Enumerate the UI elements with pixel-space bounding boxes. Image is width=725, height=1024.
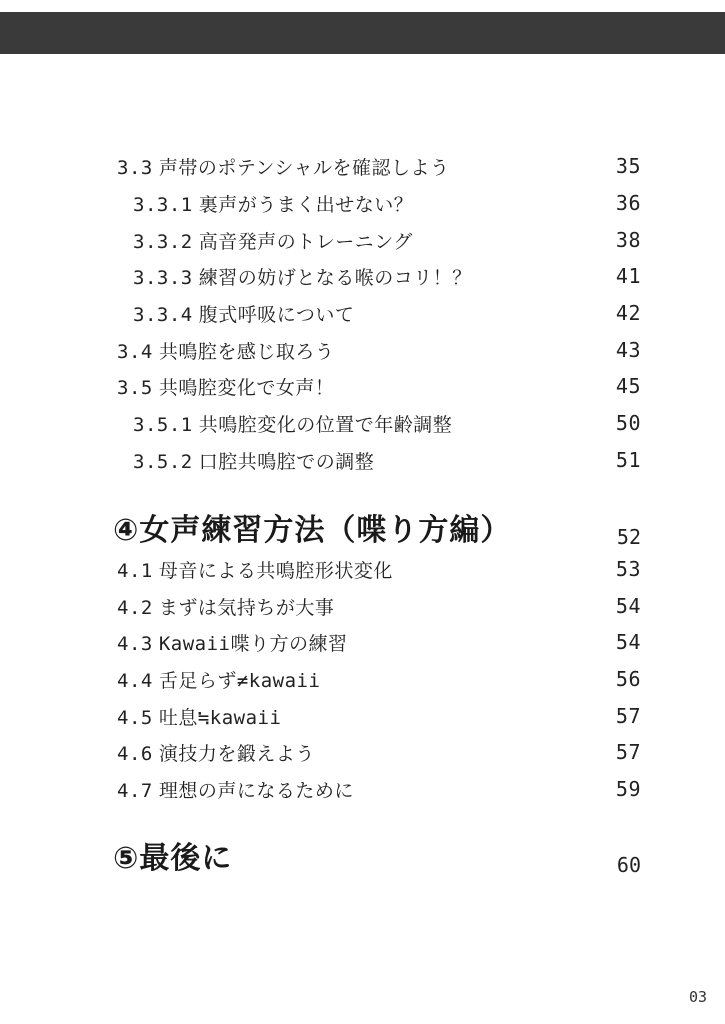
toc-page: 59: [615, 777, 641, 801]
toc-entry[interactable]: [0, 188, 725, 218]
toc-number: 4.3: [117, 632, 153, 655]
toc-entry[interactable]: [0, 627, 725, 657]
chapter-page: 60: [616, 853, 641, 877]
toc-number: 3.5: [117, 376, 153, 399]
toc-entry[interactable]: [0, 774, 725, 804]
chapter-title: ⑤最後に: [113, 841, 233, 876]
page-number: 03: [688, 988, 707, 1006]
toc-entry[interactable]: [0, 298, 725, 328]
toc-number: 3.3.1: [133, 193, 193, 216]
toc-number: 3.5.1: [133, 413, 193, 436]
toc-title: 裏声がうまく出せない？: [198, 193, 414, 216]
toc-entry[interactable]: [0, 151, 725, 181]
toc-title: 理想の声になるために: [158, 779, 354, 802]
toc-page: 36: [615, 191, 641, 215]
toc-title: 演技力を鍛えよう: [158, 742, 315, 765]
toc-page: 50: [615, 411, 641, 435]
toc-title: 高音発声のトレーニング: [198, 230, 413, 253]
toc-number: 4.4: [117, 669, 153, 692]
toc-entry[interactable]: [0, 408, 725, 438]
chapter-page: 52: [616, 525, 641, 549]
toc-page: 41: [615, 264, 641, 288]
toc-number: 3.3.3: [133, 266, 193, 289]
toc-title: 舌足らず≠kawaii: [158, 669, 321, 692]
toc-number: 3.3.4: [133, 303, 193, 326]
toc-page: 45: [615, 374, 641, 398]
toc-page: 56: [615, 667, 641, 691]
toc-title: まずは気持ちが大事: [158, 596, 335, 619]
toc-title: 腹式呼吸について: [198, 303, 355, 326]
toc-page: 57: [615, 740, 641, 764]
toc-number: 3.3.2: [133, 230, 193, 253]
toc-page: 51: [615, 448, 641, 472]
toc-number: 4.7: [117, 779, 153, 802]
chapter-heading[interactable]: [0, 833, 725, 877]
toc-entry[interactable]: [0, 445, 725, 475]
toc-entry[interactable]: [0, 664, 725, 694]
toc-title: 口腔共鳴腔での調整: [198, 450, 375, 473]
toc-title: 母音による共鳴腔形状変化: [158, 559, 393, 582]
toc-title: 練習の妨げとなる喉のコリ！？: [198, 266, 472, 289]
toc-title: 共鳴腔変化の位置で年齢調整: [198, 413, 453, 436]
toc-page: 43: [615, 338, 641, 362]
toc-number: 4.1: [117, 559, 153, 582]
toc-page: 42: [615, 301, 641, 325]
toc-entry[interactable]: [0, 554, 725, 584]
toc-number: 3.4: [117, 340, 153, 363]
toc-entry[interactable]: [0, 335, 725, 365]
chapter-heading[interactable]: [0, 505, 725, 549]
toc-number: 3.5.2: [133, 450, 193, 473]
toc-entry[interactable]: [0, 371, 725, 401]
toc-entry[interactable]: [0, 261, 725, 291]
toc-number: 3.3: [117, 156, 153, 179]
toc-entry[interactable]: [0, 737, 725, 767]
toc-page: 54: [615, 594, 641, 618]
toc-entry[interactable]: [0, 591, 725, 621]
toc-title: 共鳴腔変化で女声！: [158, 376, 335, 399]
toc-page: 54: [615, 630, 641, 654]
toc-entry[interactable]: [0, 701, 725, 731]
toc-number: 4.6: [117, 742, 153, 765]
chapter-title: ④女声練習方法（喋り方編）: [113, 513, 512, 548]
toc-title: 声帯のポテンシャルを確認しよう: [158, 156, 450, 179]
toc-page: 57: [615, 704, 641, 728]
toc-entry[interactable]: [0, 225, 725, 255]
toc-page: 35: [615, 154, 641, 178]
toc-page: 38: [615, 228, 641, 252]
toc-title: 吐息≒kawaii: [158, 706, 282, 729]
toc-number: 4.2: [117, 596, 153, 619]
toc-title: Kawaii喋り方の練習: [158, 632, 348, 655]
toc-number: 4.5: [117, 706, 153, 729]
toc-title: 共鳴腔を感じ取ろう: [158, 340, 335, 363]
toc-page: 53: [615, 557, 641, 581]
